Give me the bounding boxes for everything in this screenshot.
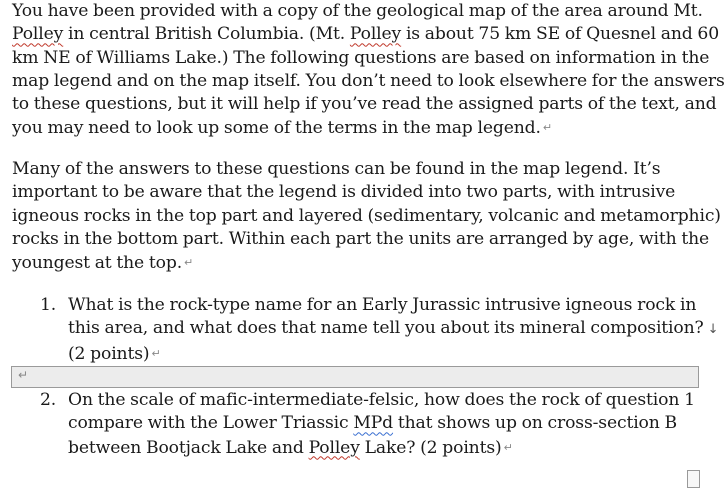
intro-line-1: You have been provided with a copy of the geological map of the area around Mt.: [12, 1, 703, 21]
spellcheck-word: Polley: [12, 24, 64, 45]
spellcheck-word: Polley: [349, 24, 402, 45]
answer-field[interactable]: [11, 366, 699, 388]
spellcheck-word: MPd: [353, 413, 394, 434]
down-arrow-icon: ↓: [707, 322, 719, 338]
page-edge-tab[interactable]: [687, 470, 700, 488]
intro-paragraph: [12, 0, 725, 141]
question-1: [40, 294, 719, 366]
paragraph-mark-icon: ↵: [542, 121, 552, 135]
paragraph-mark-icon: ↵: [184, 256, 194, 270]
paragraph-mark-icon: ↵: [151, 346, 161, 360]
intro-line-3: km NE of Williams Lake.) The following questions are based on information in the: [12, 47, 710, 68]
legend-line-2: important to be aware that the legend is divided into two parts, with intrusive: [12, 182, 676, 203]
paragraph-mark-icon: ↵: [503, 440, 513, 454]
question-2: [40, 389, 700, 460]
intro-line-5: to these questions, but it will help if you’ve read the assigned parts of the text, and: [12, 94, 717, 115]
legend-line-1: Many of the answers to these questions can be found in the map legend. It’s: [12, 159, 661, 179]
question-number: 1.: [40, 295, 57, 315]
legend-paragraph: [12, 158, 721, 275]
intro-line-2: Polley in central British Columbia. (Mt. Polley is about 75 km SE of Quesnel and 60: [12, 24, 719, 45]
spellcheck-word: Polley: [308, 437, 360, 458]
question-text: What is the rock-type name for an Early Jurassic intrusive igneous rock in this area, and what does that name tell you about its mineral composition? ↓ (2 points) ↵: [68, 295, 719, 364]
legend-line-5: youngest at the top. ↵: [12, 253, 194, 274]
question-text: On the scale of mafic-intermediate-felsic, how does the rock of question 1 compare with the Lower Triassic MPd that shows up on cross-section B between Bootjack Lake and Polley Lake? (2 points) ↵: [68, 390, 695, 458]
intro-line-4: map legend and on the map itself. You don’t need to look elsewhere for the answers: [12, 70, 725, 91]
intro-line-6: you may need to look up some of the terms in the map legend. ↵: [12, 118, 552, 139]
legend-line-3: igneous rocks in the top part and layered (sedimentary, volcanic and metamorphic): [12, 205, 721, 226]
legend-line-4: rocks in the bottom part. Within each part the units are arranged by age, with the: [12, 228, 710, 249]
paragraph-mark-icon: ↵: [18, 368, 29, 382]
question-number: 2.: [40, 390, 57, 410]
